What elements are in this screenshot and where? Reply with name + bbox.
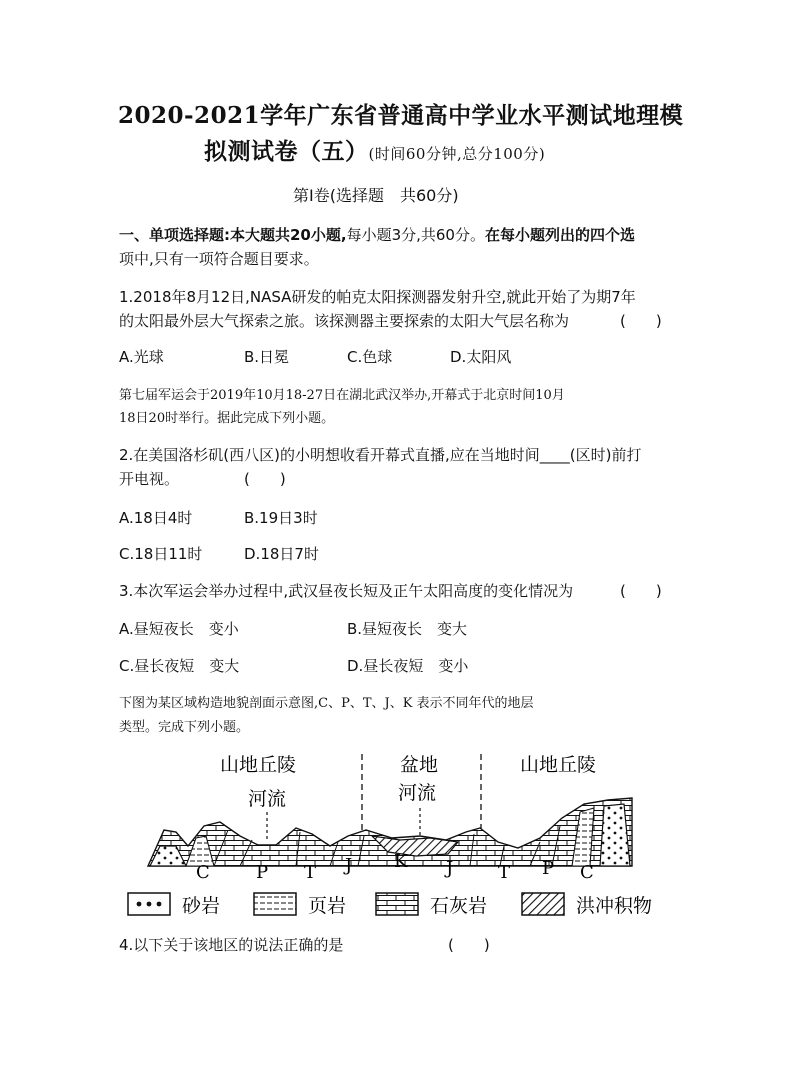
q2-option-b: B.19日3时 xyxy=(244,509,318,527)
q3-option-a: A.昼短夜长 变小 xyxy=(119,620,239,638)
context1-line2: 18日20时举行。据此完成下列小题。 xyxy=(119,411,335,426)
stratum-label-t-left: T xyxy=(304,862,317,883)
q1-option-c: C.色球 xyxy=(347,348,393,366)
stratum-label-c-right: C xyxy=(580,862,594,883)
river-label-right: 河流 xyxy=(398,782,437,804)
legend-sandstone-label: 砂岩 xyxy=(182,895,221,917)
region-label-right-mountains: 山地丘陵 xyxy=(520,754,597,776)
legend-shale-label: 页岩 xyxy=(308,895,347,917)
q4-line1: 4.以下关于该地区的说法正确的是 xyxy=(119,936,344,954)
legend-sandstone-dot xyxy=(137,902,142,907)
section-header: 第Ⅰ卷(选择题 共60分) xyxy=(293,186,459,205)
stratum-label-j-right: J xyxy=(446,858,454,879)
q2-answer-paren: ( ) xyxy=(244,470,286,488)
q2-line2: 开电视。 xyxy=(119,470,180,488)
instruction-head: 一、单项选择题: xyxy=(119,226,230,244)
river-label-left: 河流 xyxy=(248,788,287,810)
context2-line2: 类型。完成下列小题。 xyxy=(119,720,250,735)
stratum-label-p-right: P xyxy=(542,858,555,879)
instruction-line2: 项中,只有一项符合题目要求。 xyxy=(119,250,319,268)
stratum-label-c-left: C xyxy=(196,862,210,883)
q3-option-c: C.昼长夜短 变大 xyxy=(119,657,240,675)
legend-alluvial-swatch xyxy=(522,893,564,915)
q2-option-d: D.18日7时 xyxy=(244,545,319,563)
instruction-bold1: 本大题共20小题, xyxy=(230,226,347,244)
page-title-line2-text: 拟测试卷（五） xyxy=(204,138,369,165)
q1-line1: 1.2018年8月12日,NASA研发的帕克太阳探测器发射升空,就此开始了为期7年 xyxy=(119,288,636,306)
page-title-line1: 2020-2021学年广东省普通高中学业水平测试地理模 xyxy=(118,102,684,129)
instruction-mid: 每小题3分,共60分。 xyxy=(346,226,485,244)
q2-line1: 2.在美国洛杉矶(西八区)的小明想收看开幕式直播,应在当地时间____(区时)前打 xyxy=(119,446,642,464)
q3-answer-paren: ( ) xyxy=(620,582,662,600)
context2-line1: 下图为某区域构造地貌剖面示意图,C、P、T、J、K 表示不同年代的地层 xyxy=(119,696,534,711)
q1-option-a: A.光球 xyxy=(119,348,164,366)
stratum-label-k: K xyxy=(394,851,408,872)
q1-answer-paren: ( ) xyxy=(620,312,662,330)
q1-option-b: B.日冕 xyxy=(244,348,290,366)
legend-alluvial-label: 洪冲积物 xyxy=(576,895,653,917)
q4-answer-paren: ( ) xyxy=(448,936,490,954)
exam-time-note: (时间60分钟,总分100分) xyxy=(368,145,546,163)
q1-option-d: D.太阳风 xyxy=(450,348,512,366)
q2-option-c: C.18日11时 xyxy=(119,545,203,563)
legend-sandstone-dot xyxy=(157,902,162,907)
stratum-label-t-right: T xyxy=(498,862,511,883)
terrain-sandstone-right xyxy=(600,804,630,866)
stratum-label-p-left: P xyxy=(256,862,269,883)
region-label-basin: 盆地 xyxy=(400,754,439,776)
instruction-bold2: 在每小题列出的四个选 xyxy=(484,226,635,244)
legend-shale-swatch xyxy=(254,893,296,915)
q3-option-b: B.昼短夜长 变大 xyxy=(347,620,468,638)
q3-option-d: D.昼长夜短 变小 xyxy=(347,657,469,675)
stratum-label-j-left: J xyxy=(345,855,353,876)
legend-limestone-swatch xyxy=(376,893,418,915)
legend-sandstone-dot xyxy=(147,902,152,907)
region-label-left-mountains: 山地丘陵 xyxy=(220,754,297,776)
q1-line2: 的太阳最外层大气探索之旅。该探测器主要探索的太阳大气层名称为 xyxy=(119,312,570,330)
legend-limestone-label: 石灰岩 xyxy=(430,895,488,917)
q2-option-a: A.18日4时 xyxy=(119,509,193,527)
context1-line1: 第七届军运会于2019年10月18-27日在湖北武汉举办,开幕式于北京时间10月 xyxy=(119,388,565,403)
terrain-limestone-body xyxy=(148,798,632,866)
q3-line1: 3.本次军运会举办过程中,武汉昼夜长短及正午太阳高度的变化情况为 xyxy=(119,582,574,600)
